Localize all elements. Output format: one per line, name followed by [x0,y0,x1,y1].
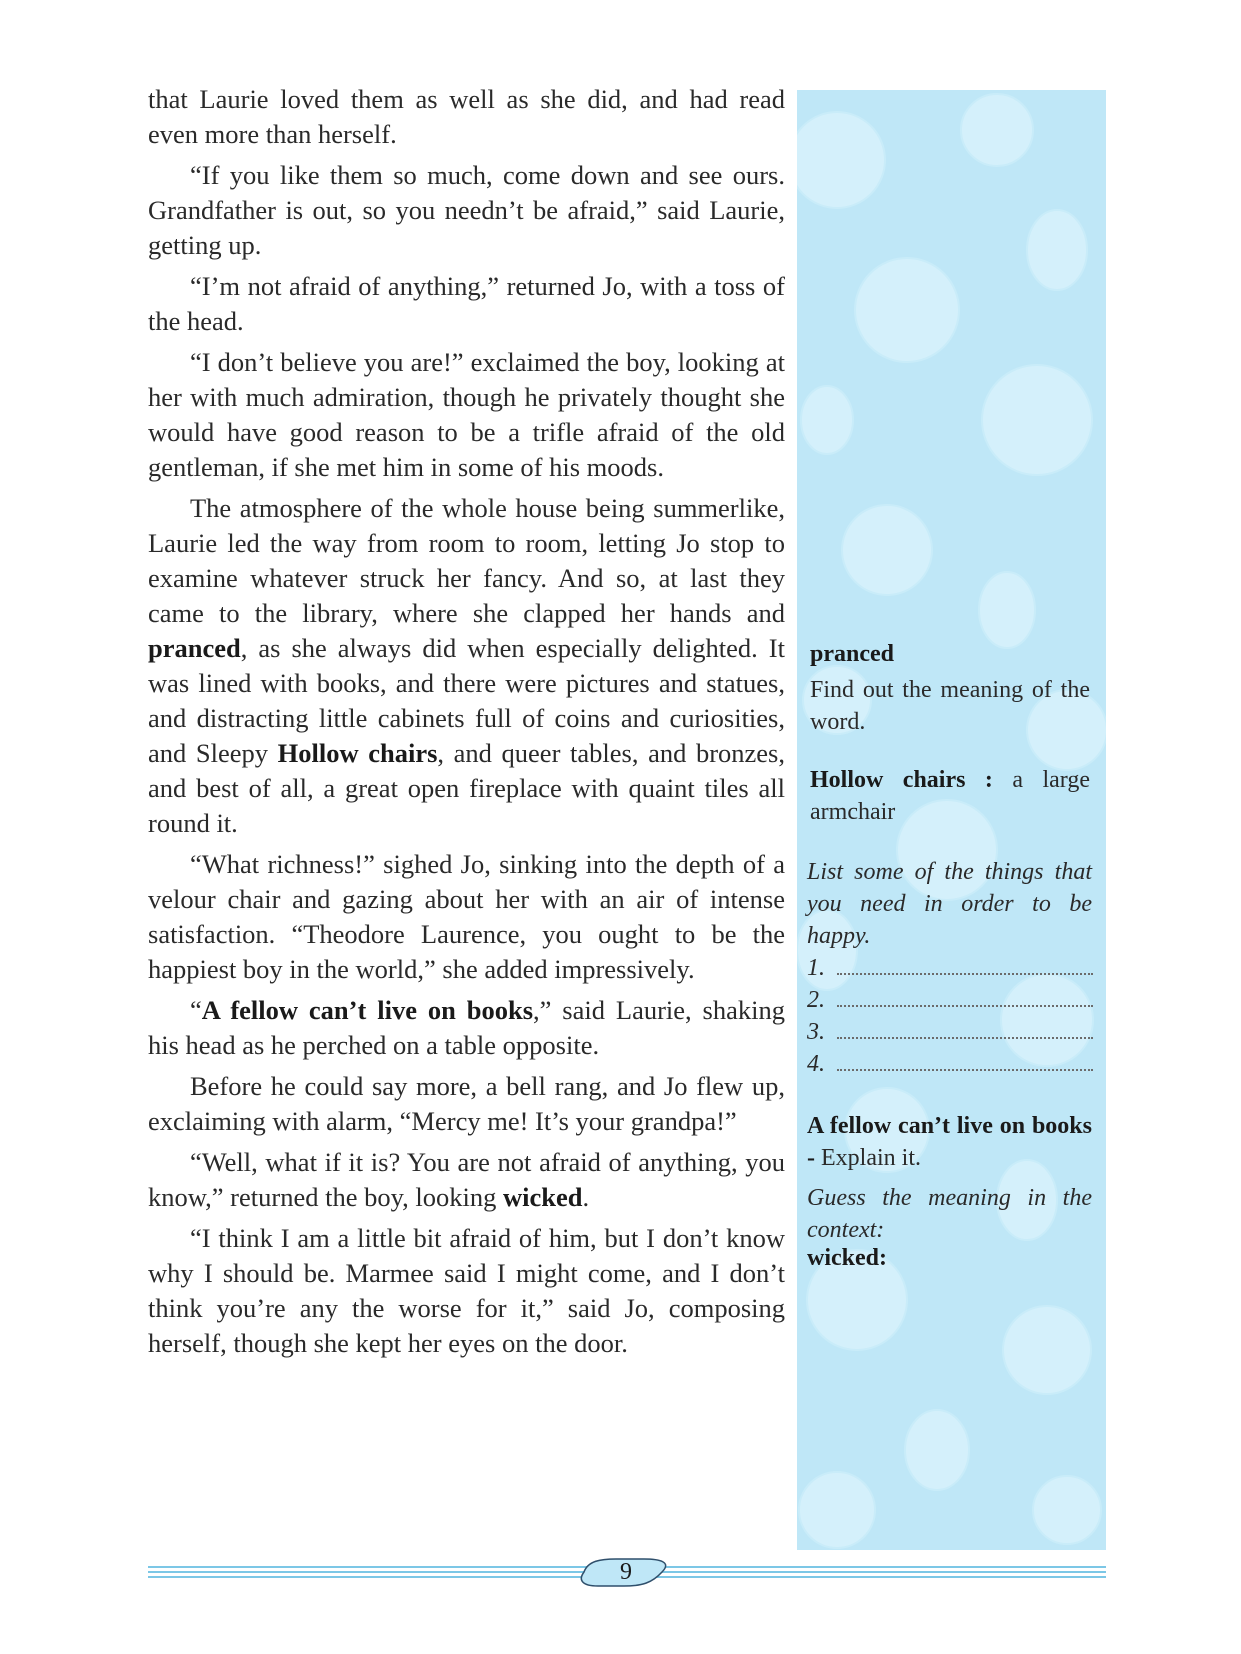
keyword-pranced: pranced [148,633,241,663]
paragraph: “I think I am a little bit afraid of him, but I don’t know why I should be. Marmee said I might come, and I don’t think you’re any the worse for it,” said Jo, composing herself, though she kept her eyes on the door. [148,1223,785,1358]
keyword-hollow-chairs: Hollow chairs [277,738,438,768]
paragraph: that Laurie loved them as well as she did, and had read even more than herself. [148,84,785,149]
paragraph: The atmosphere of the whole house being summerlike, Laurie led the way from room to room, letting Jo stop to examine whatever struck her fancy. And so, at last they came to the library, where she clapped her hands and pranced, as she always did when especially delighted. It was lined with books, and there were pictures and statues, and distracting little cabinets full of coins and curiosities, and Sleepy Hollow chairs, and queer tables, and bronzes, and best of all, a great open fireplace with quaint tiles all round it. [148,493,785,838]
answer-line-2[interactable]: 2. [807,984,1097,1016]
paragraph: “I don’t believe you are!” exclaimed the boy, looking at her with much admiration, though he privately thought she would have good reason to be a trifle afraid of the old gentleman, if she met him in some of his moods. [148,347,785,482]
paragraph: Before he could say more, a bell rang, and Jo flew up, exclaiming with alarm, “Mercy me! It’s your grandpa!” [148,1071,785,1136]
list-prompt: List some of the things that you need in order to be happy. [807,859,1092,949]
note-hollow-chairs: Hollow chairs : a large armchair [810,767,1090,825]
note-fellow: A fellow can’t live on books - Explain it. [807,1113,1092,1171]
keyword-wicked: wicked [502,1182,583,1212]
answer-line-3[interactable]: 3. [807,1016,1097,1048]
answer-line-1[interactable]: 1. [807,952,1097,984]
page-number: 9 [620,1559,632,1585]
paragraph: “Well, what if it is? You are not afraid of anything, you know,” returned the boy, looking wicked. [148,1147,785,1212]
note-word: pranced [810,641,894,667]
paragraph: “If you like them so much, come down and see ours. Grandfather is out, so you needn’t be afraid,” said Laurie, getting up. [148,160,785,260]
keyword-fellow: A fellow can’t live on books [201,995,534,1025]
paragraph: “What richness!” sighed Jo, sinking into the depth of a velour chair and gazing about her with an air of intense satisfaction. “Theodore Laurence, you ought to be the happiest boy in the world,” she added impressively. [148,849,785,984]
answer-line-4[interactable]: 4. [807,1048,1097,1080]
margin-notes-panel [797,90,1106,1550]
answer-lines [807,952,1097,1080]
note-wicked: wicked: [807,1245,887,1271]
guess-prompt: Guess the meaning in the context: [807,1185,1092,1243]
note-pranced [810,638,1090,670]
note-pranced-text: Find out the meaning of the word. [810,677,1090,735]
paragraph: “A fellow can’t live on books,” said Laurie, shaking his head as he perched on a table opposite. [148,995,785,1060]
story-text [148,82,785,1367]
paragraph: “I’m not afraid of anything,” returned Jo, with a toss of the head. [148,271,785,336]
